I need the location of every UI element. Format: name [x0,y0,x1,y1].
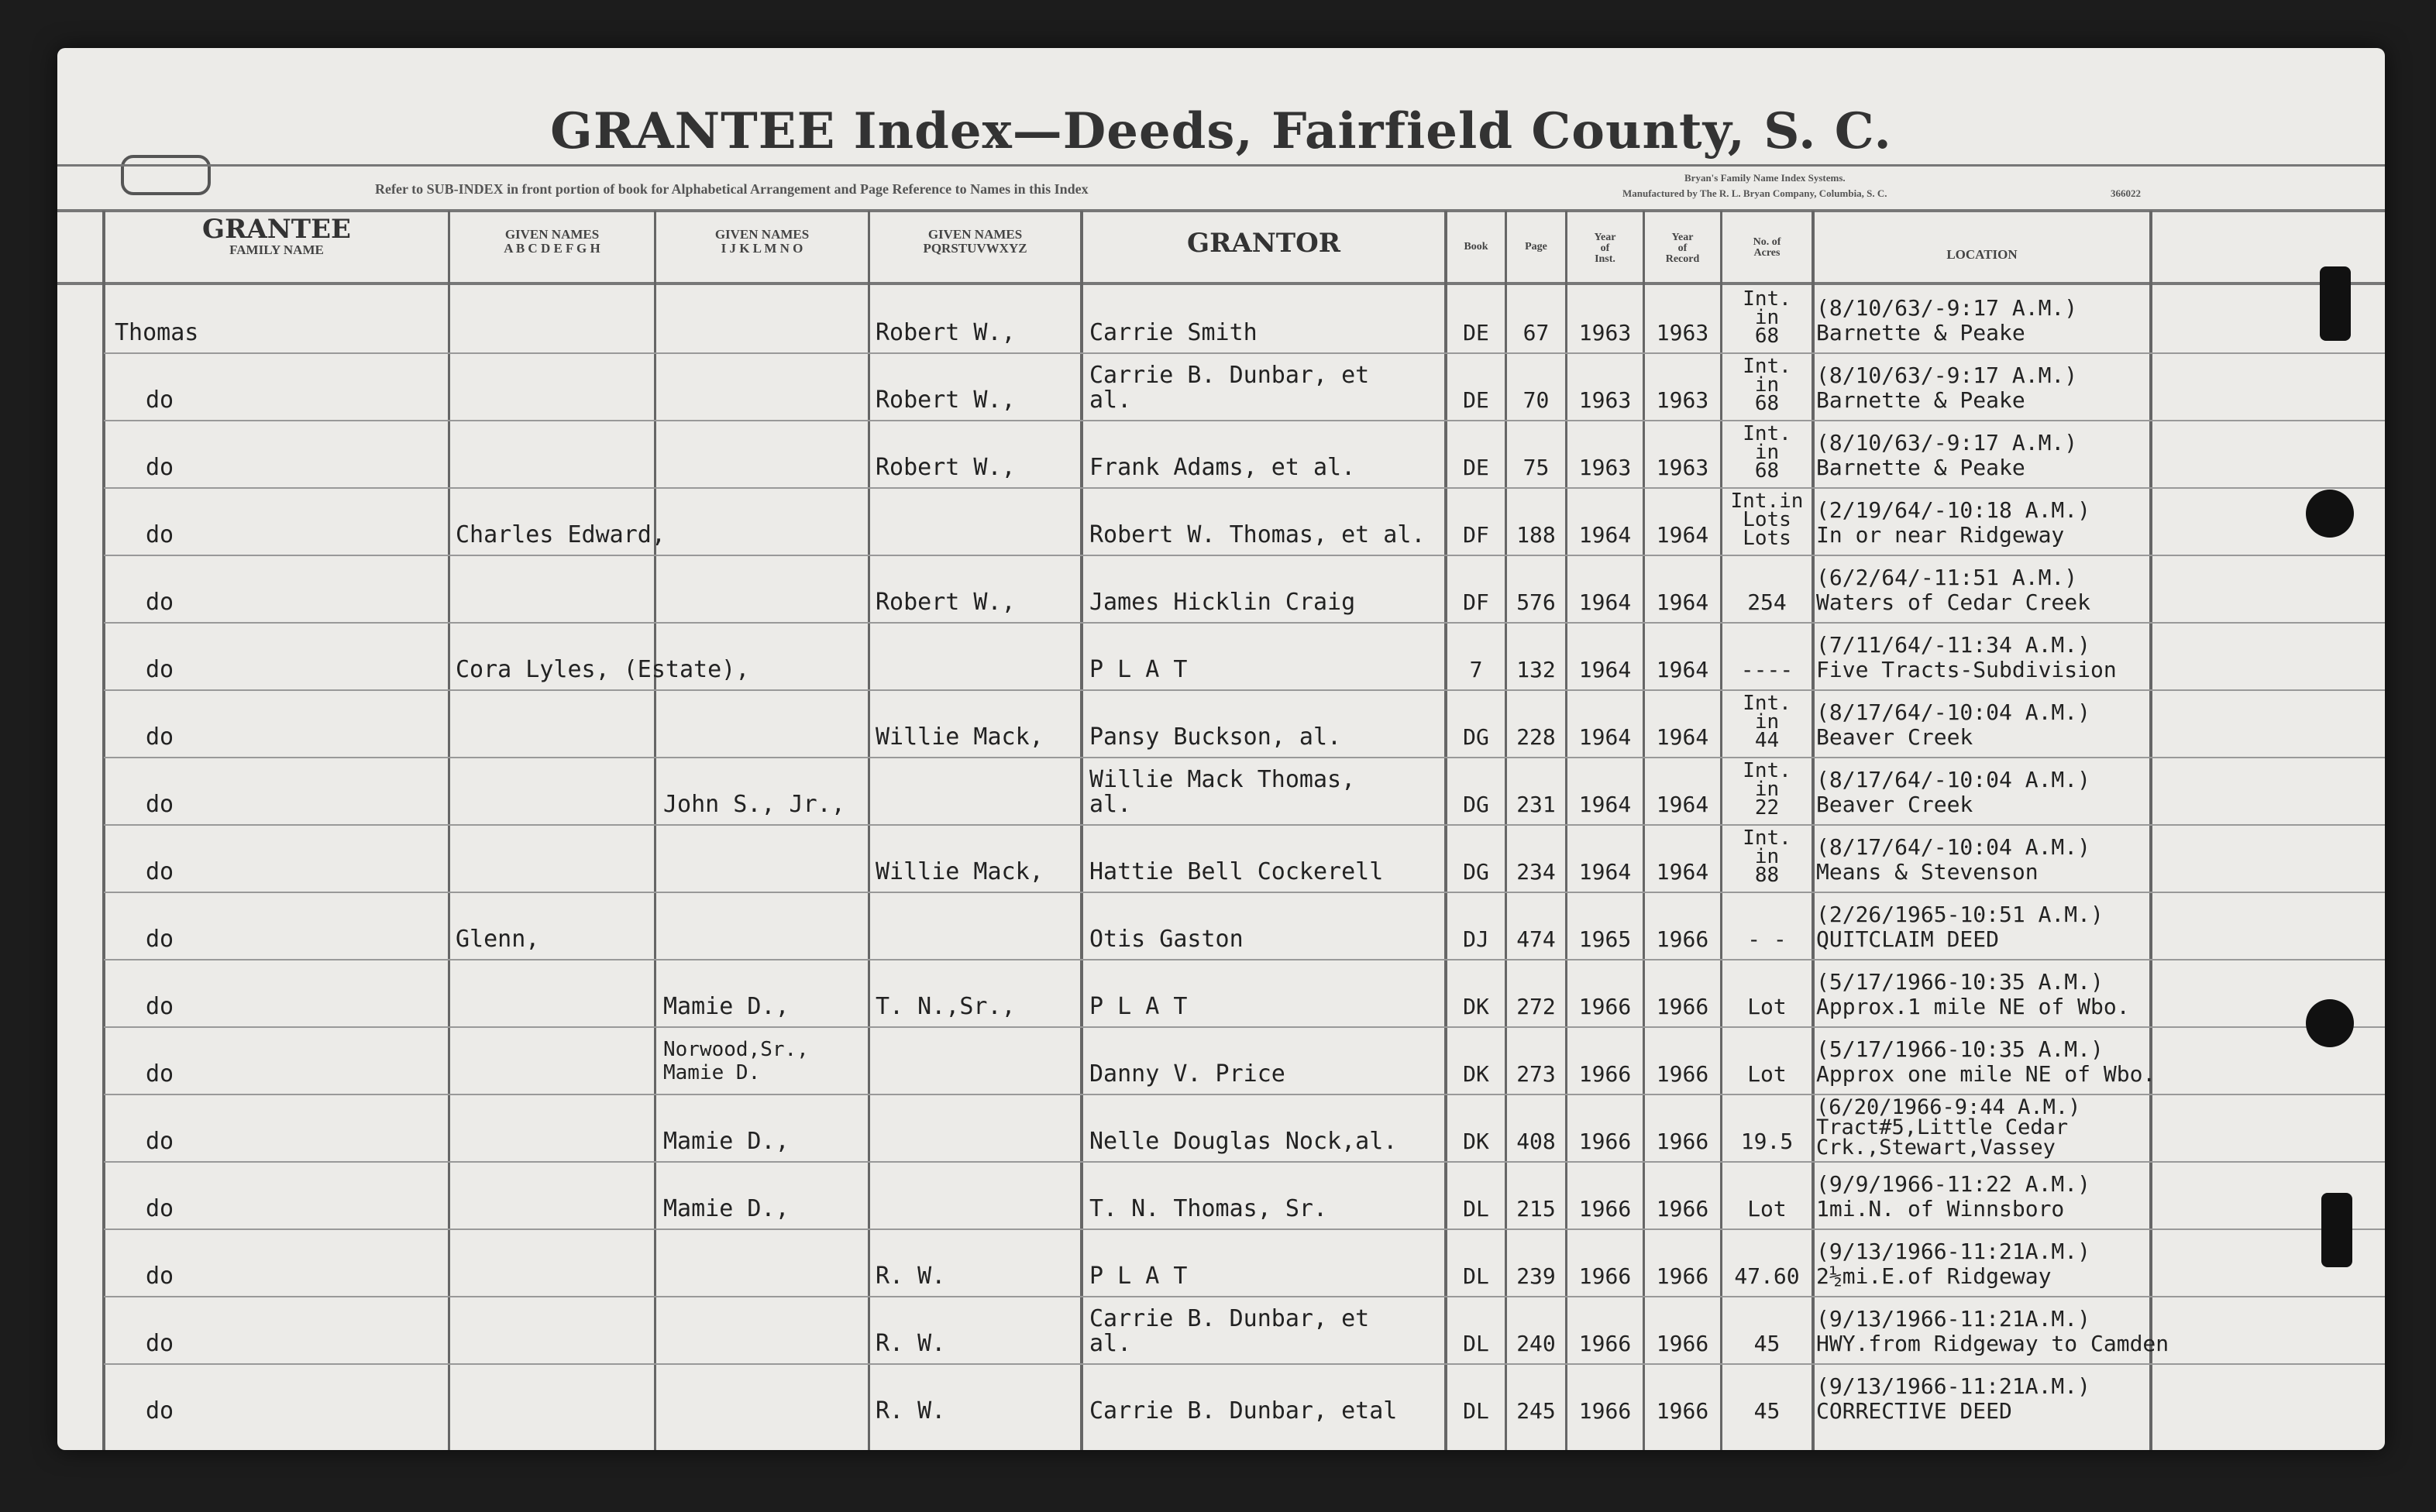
grantor-name: Hattie Bell Cockerell [1089,858,1384,885]
row-rule [104,1363,2385,1365]
row-rule [104,1228,2385,1230]
book: DK [1463,1061,1489,1087]
header-acres: No. of Acres [1753,236,1781,259]
index-card [57,48,2385,1450]
family-name: do [146,1128,174,1155]
acres: 47.60 [1734,1263,1800,1289]
row-rule [104,622,2385,624]
acres-line-1: Int. [1743,355,1791,378]
row-rule [104,892,2385,893]
grantor-name: Willie Mack Thomas, [1089,766,1356,793]
page: 240 [1516,1331,1556,1356]
family-name: do [146,1330,174,1357]
year-instrument: 1966 [1578,1263,1632,1289]
row-rule [104,487,2385,489]
given-name-p-z: Robert W., [876,454,1016,481]
year-instrument: 1966 [1578,1129,1632,1154]
book: 7 [1469,657,1483,682]
page: 132 [1516,657,1556,682]
year-instrument: 1966 [1578,1061,1632,1087]
header-given-a-h: GIVEN NAMES A B C D E F G H [504,227,600,256]
location-line-1: (6/20/1966-9:44 A.M.) [1816,1095,2081,1119]
family-name: do [146,1060,174,1088]
acres: 254 [1747,589,1787,615]
given-name-i-o-2: Mamie D. [663,1061,761,1084]
acres: ---- [1740,657,1794,682]
header-location: LOCATION [1946,247,2018,262]
location-line-1: (6/2/64/-11:51 A.M.) [1816,565,2078,590]
family-name: do [146,1195,174,1222]
book: DE [1463,455,1489,480]
acres: Lot [1747,994,1787,1019]
year-record: 1964 [1656,859,1709,885]
form-number: 366022 [2111,187,2141,199]
location-line-2: Waters of Cedar Creek [1816,589,2091,615]
label-oval [121,155,211,195]
acres-line-1: Int. [1743,422,1791,445]
col-line [102,211,105,1450]
location-line-2: Beaver Creek [1816,724,1973,750]
acres-line-1: Int. [1743,826,1791,850]
refer-line: Refer to SUB-INDEX in front portion of book for Alphabetical Arrangement and Page Reference to Names in this Index [375,181,1089,197]
col-line [1080,211,1083,1450]
page: 215 [1516,1196,1556,1222]
year-instrument: 1964 [1578,724,1632,750]
grantor-name: P L A T [1089,1263,1188,1290]
family-name: do [146,723,174,751]
acres-line-2: in [1754,778,1780,801]
acres-line-3: 44 [1754,729,1780,752]
family-name: do [146,521,174,548]
grantor-name-2: al. [1089,387,1132,414]
acres: 45 [1753,1398,1781,1424]
page: 234 [1516,859,1556,885]
row-rule [104,1026,2385,1028]
acres-line-2: in [1754,710,1780,734]
location-line-1: (8/10/63/-9:17 A.M.) [1816,430,2078,455]
grantor-name: Pansy Buckson, al. [1089,723,1342,751]
grantor-name: P L A T [1089,993,1188,1020]
grantor-name: James Hicklin Craig [1089,589,1356,616]
page: 70 [1522,387,1550,413]
given-name-a-h: Glenn, [456,926,540,953]
year-record: 1964 [1656,657,1709,682]
location-line-2: Barnette & Peake [1816,455,2025,480]
page: 228 [1516,724,1556,750]
header-grantee: GRANTEE FAMILY NAME [202,214,351,257]
given-name-p-z: R. W. [876,1330,946,1357]
location-line-1: (7/11/64/-11:34 A.M.) [1816,632,2091,658]
page: 231 [1516,792,1556,817]
location-line-1: (5/17/1966-10:35 A.M.) [1816,1036,2104,1062]
acres: - - [1747,926,1787,952]
acres-line-3: Lots [1743,527,1791,550]
location-line-1: (8/17/64/-10:04 A.M.) [1816,699,2091,725]
book: DG [1463,859,1489,885]
grantor-name: P L A T [1089,656,1188,683]
row-rule [104,420,2385,421]
location-line-2: 1mi.N. of Winnsboro [1816,1196,2065,1222]
grantor-name: T. N. Thomas, Sr. [1089,1195,1328,1222]
year-record: 1963 [1656,320,1709,345]
family-name: do [146,1263,174,1290]
location-line-2: Five Tracts-Subdivision [1816,657,2117,682]
row-rule [104,757,2385,758]
location-line-1: (8/17/64/-10:04 A.M.) [1816,767,2091,792]
grantor-name: Frank Adams, et al. [1089,454,1356,481]
acres-line-2: in [1754,441,1780,464]
row-rule [104,1161,2385,1163]
book: DK [1463,994,1489,1019]
location-line-2: Means & Stevenson [1816,859,2039,885]
page: 273 [1516,1061,1556,1087]
punch-slot [2320,266,2351,341]
location-line-1: (8/10/63/-9:17 A.M.) [1816,363,2078,388]
location-line-2: In or near Ridgeway [1816,522,2065,548]
acres-line-1: Int. [1743,759,1791,782]
col-line [868,211,870,1450]
book: DG [1463,792,1489,817]
acres-line-1: Int. [1743,692,1791,715]
given-name-p-z: T. N.,Sr., [876,993,1016,1020]
year-record: 1964 [1656,522,1709,548]
page: 408 [1516,1129,1556,1154]
location-line-2: Approx one mile NE of Wbo. [1816,1061,2156,1087]
grantor-name-2: al. [1089,791,1132,818]
book: DF [1463,522,1489,548]
header-given-p-z: GIVEN NAMES PQRSTUVWXYZ [923,227,1027,256]
year-record: 1963 [1656,387,1709,413]
location-line-2: QUITCLAIM DEED [1816,926,2000,952]
acres-line-3: 22 [1754,796,1780,820]
year-instrument: 1966 [1578,1398,1632,1424]
location-line-1: (9/13/1966-11:21A.M.) [1816,1306,2091,1332]
rule-header-top [57,209,2385,212]
row-rule [104,352,2385,354]
grantor-name-2: al. [1089,1330,1132,1357]
year-instrument: 1963 [1578,455,1632,480]
year-instrument: 1964 [1578,589,1632,615]
year-instrument: 1963 [1578,387,1632,413]
grantor-name: Otis Gaston [1089,926,1244,953]
location-line-1: (9/13/1966-11:21A.M.) [1816,1373,2091,1399]
acres-line-1: Int.in [1730,490,1804,513]
book: DL [1463,1398,1489,1424]
rule-header-bottom [57,282,2385,285]
header-page: Page [1525,241,1547,253]
book: DL [1463,1263,1489,1289]
family-name: do [146,926,174,953]
location-line-1: (8/17/64/-10:04 A.M.) [1816,834,2091,860]
location-line-1: (8/10/63/-9:17 A.M.) [1816,295,2078,321]
page: 67 [1522,320,1550,345]
year-instrument: 1966 [1578,994,1632,1019]
book: DF [1463,589,1489,615]
year-record: 1966 [1656,994,1709,1019]
col-line [1812,211,1815,1450]
row-rule [104,824,2385,826]
family-name: do [146,993,174,1020]
location-line-2: CORRECTIVE DEED [1816,1398,2012,1424]
year-record: 1966 [1656,1331,1709,1356]
acres: 19.5 [1740,1129,1794,1154]
location-line-3: Crk.,Stewart,Vassey [1816,1136,2056,1160]
grantor-name: Danny V. Price [1089,1060,1285,1088]
grantor-name: Nelle Douglas Nock,al. [1089,1128,1398,1155]
header-book: Book [1464,241,1488,253]
location-line-2: Tract#5,Little Cedar [1816,1115,2069,1139]
year-instrument: 1966 [1578,1331,1632,1356]
year-record: 1966 [1656,926,1709,952]
location-line-2: 2½mi.E.of Ridgeway [1816,1263,2052,1289]
acres-line-3: 68 [1754,325,1780,348]
acres-line-3: 68 [1754,392,1780,415]
acres-line-2: in [1754,845,1780,868]
given-name-p-z: Robert W., [876,319,1016,346]
location-line-1: (5/17/1966-10:35 A.M.) [1816,969,2104,995]
page: 245 [1516,1398,1556,1424]
year-instrument: 1964 [1578,792,1632,817]
family-name: do [146,656,174,683]
given-name-i-o: Mamie D., [663,1195,790,1222]
year-record: 1966 [1656,1398,1709,1424]
location-line-2: HWY.from Ridgeway to Camden [1816,1331,2169,1356]
year-instrument: 1966 [1578,1196,1632,1222]
col-line [448,211,450,1450]
row-rule [104,689,2385,691]
page: 576 [1516,589,1556,615]
family-name: Thomas [115,319,199,346]
family-name: do [146,387,174,414]
grantor-name: Carrie Smith [1089,319,1258,346]
row-rule [104,555,2385,556]
year-record: 1964 [1656,792,1709,817]
card-title: GRANTEE Index—Deeds, Fairfield County, S. C. [550,102,1892,160]
header-grantor: GRANTOR [1187,228,1340,259]
given-name-i-o: Mamie D., [663,993,790,1020]
given-name-p-z: Robert W., [876,589,1016,616]
manufacturer-line-1: Bryan's Family Name Index Systems. [1684,172,1846,184]
page: 75 [1522,455,1550,480]
family-name: do [146,791,174,818]
book: DL [1463,1331,1489,1356]
acres-line-3: 88 [1754,864,1780,887]
book: DE [1463,387,1489,413]
given-name-a-h: Cora Lyles, (Estate), [456,656,750,683]
row-rule [104,959,2385,960]
year-record: 1964 [1656,724,1709,750]
location-line-2: Beaver Creek [1816,792,1973,817]
book: DL [1463,1196,1489,1222]
given-name-i-o: Norwood,Sr., [663,1038,809,1061]
given-name-p-z: R. W. [876,1397,946,1424]
book: DJ [1463,926,1489,952]
family-name: do [146,589,174,616]
acres-line-2: in [1754,373,1780,397]
location-line-1: (2/19/64/-10:18 A.M.) [1816,497,2091,523]
header-given-i-o: GIVEN NAMES I J K L M N O [714,227,810,256]
year-record: 1964 [1656,589,1709,615]
manufacturer-line-2: Manufactured by The R. L. Bryan Company, Columbia, S. C. [1622,187,1887,199]
acres-line-2: in [1754,306,1780,329]
year-record: 1966 [1656,1196,1709,1222]
family-name: do [146,858,174,885]
col-line [2149,211,2152,1450]
header-year-record: Year of Record [1665,232,1700,265]
page: 474 [1516,926,1556,952]
location-line-2: Barnette & Peake [1816,320,2025,345]
grantor-name: Robert W. Thomas, et al. [1089,521,1426,548]
rule-top [57,164,2385,167]
year-record: 1966 [1656,1061,1709,1087]
year-record: 1966 [1656,1263,1709,1289]
year-instrument: 1965 [1578,926,1632,952]
grantor-name: Carrie B. Dunbar, et [1089,1305,1370,1332]
year-record: 1963 [1656,455,1709,480]
book: DE [1463,320,1489,345]
location-line-2: Barnette & Peake [1816,387,2025,413]
punch-hole [2306,490,2354,538]
year-instrument: 1964 [1578,522,1632,548]
punch-slot [2321,1193,2352,1267]
book: DK [1463,1129,1489,1154]
punch-hole [2306,999,2354,1047]
given-name-a-h: Charles Edward, [456,521,666,548]
page: 272 [1516,994,1556,1019]
year-instrument: 1964 [1578,657,1632,682]
location-line-1: (9/9/1966-11:22 A.M.) [1816,1171,2091,1197]
acres: Lot [1747,1196,1787,1222]
header-year-inst: Year of Inst. [1594,232,1616,265]
page: 188 [1516,522,1556,548]
given-name-p-z: Willie Mack, [876,723,1044,751]
acres-line-3: 68 [1754,459,1780,483]
given-name-i-o: John S., Jr., [663,791,845,818]
year-instrument: 1963 [1578,320,1632,345]
family-name: do [146,1397,174,1424]
row-rule [104,1296,2385,1297]
location-line-2: Approx.1 mile NE of Wbo. [1816,994,2130,1019]
given-name-i-o: Mamie D., [663,1128,790,1155]
grantor-name: Carrie B. Dunbar, etal [1089,1397,1398,1424]
acres: Lot [1747,1061,1787,1087]
location-line-1: (9/13/1966-11:21A.M.) [1816,1239,2091,1264]
year-instrument: 1964 [1578,859,1632,885]
book: DG [1463,724,1489,750]
page: 239 [1516,1263,1556,1289]
given-name-p-z: Robert W., [876,387,1016,414]
location-line-1: (2/26/1965-10:51 A.M.) [1816,902,2104,927]
given-name-p-z: R. W. [876,1263,946,1290]
acres: 45 [1753,1331,1781,1356]
family-name: do [146,454,174,481]
grantor-name: Carrie B. Dunbar, et [1089,362,1370,389]
acres-line-2: Lots [1743,508,1791,531]
given-name-p-z: Willie Mack, [876,858,1044,885]
year-record: 1966 [1656,1129,1709,1154]
acres-line-1: Int. [1743,287,1791,311]
col-line [654,211,656,1450]
